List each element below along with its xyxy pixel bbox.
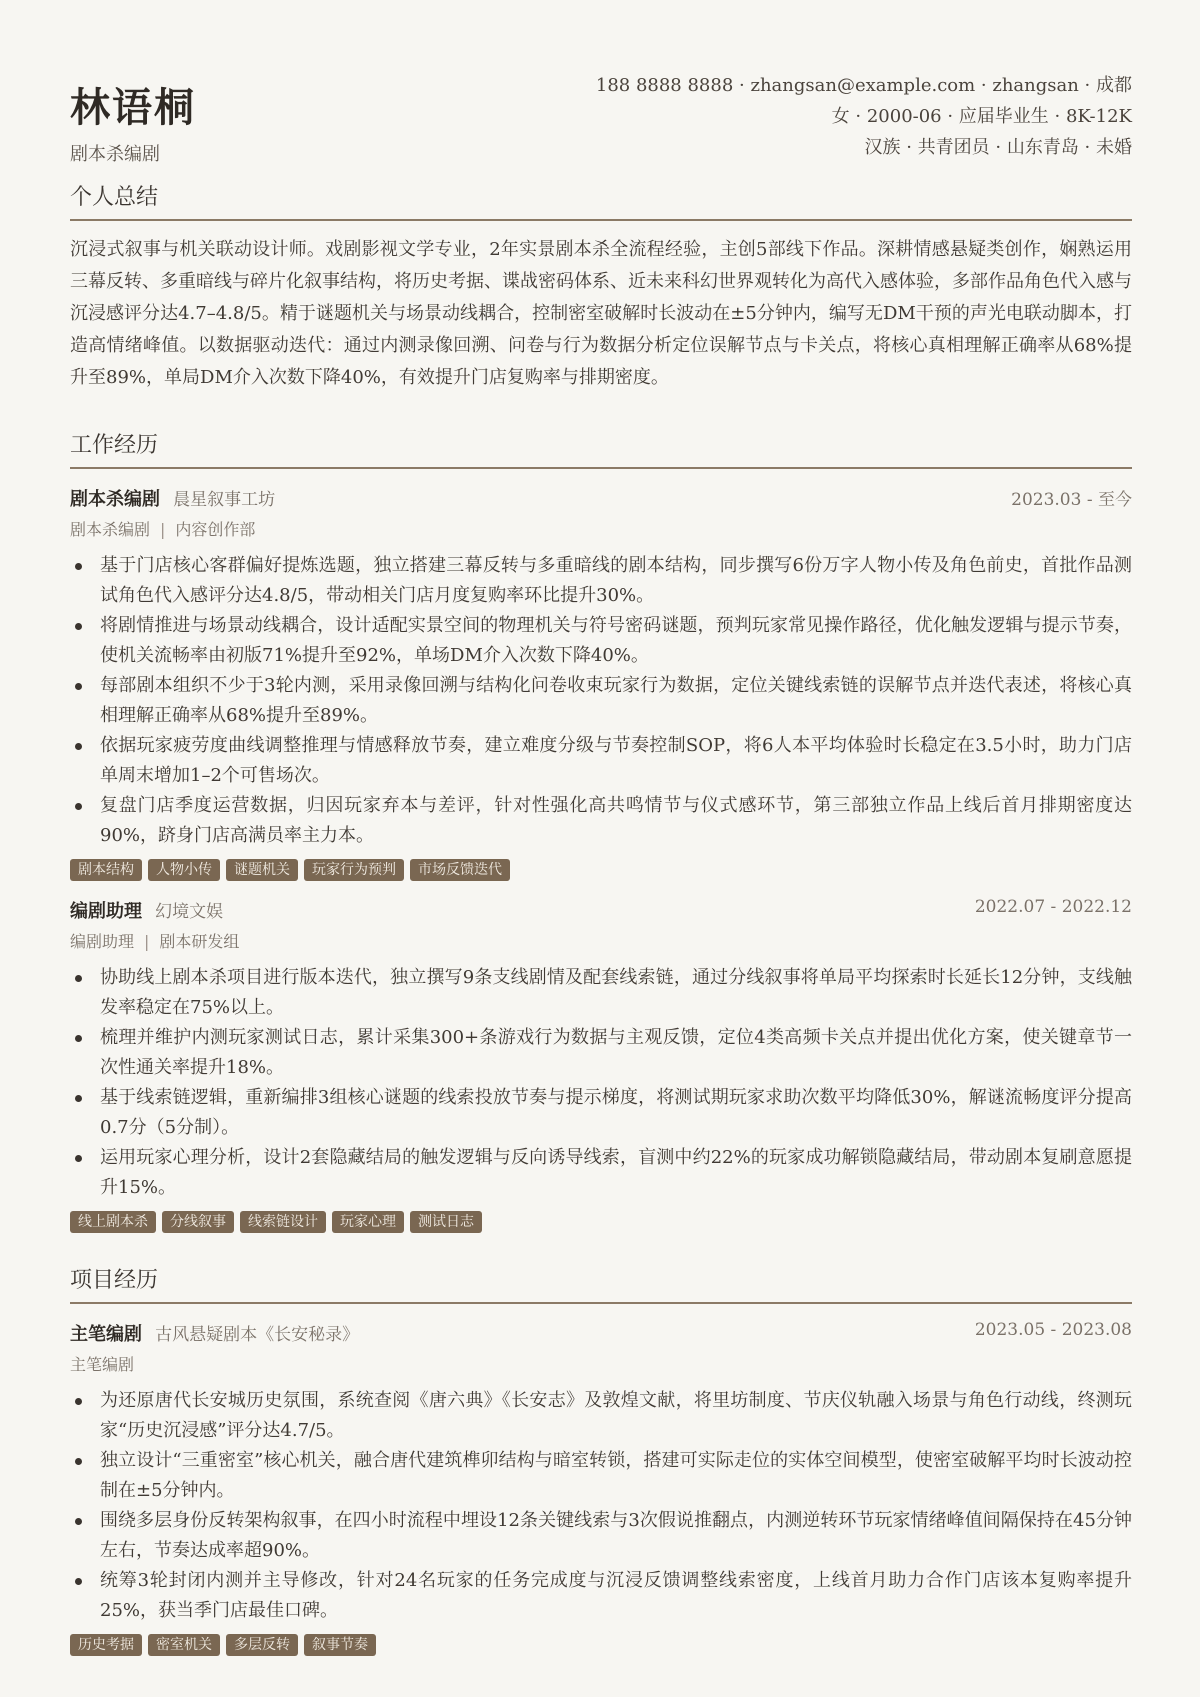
bullet-item: 统筹3轮封闭内测并主导修改，针对24名玩家的任务完成度与沉浸反馈调整线索密度，上线首月助力合作门店该本复购率提升25%，获当季门店最佳口碑。 [100,1566,1132,1626]
work-section [70,428,1132,1233]
bullet-list [70,1386,1132,1626]
entry-department: 内容创作部 [175,520,256,539]
skill-tag: 测试日志 [410,1211,482,1233]
skill-tag: 密室机关 [148,1634,220,1656]
entry-head [70,1320,1132,1350]
entry-date: 2022.07 - 2022.12 [974,897,1132,917]
work-entry [70,897,1132,1233]
entry-org: 晨星叙事工坊 [173,490,276,510]
resume-header [70,70,1132,180]
bullet-item: 梳理并维护内测玩家测试日志，累计采集300+条游戏行为数据与主观反馈，定位4类高频卡关点并提出优化方案，使关键章节一次性通关率提升18%。 [100,1023,1132,1083]
separator: | [144,932,150,951]
bullet-list [70,963,1132,1203]
bullet-item: 基于线索链逻辑，重新编排3组核心谜题的线索投放节奏与提示梯度，将测试期玩家求助次数平均降低30%，解谜流畅度评分提高0.7分（5分制）。 [100,1083,1132,1143]
bullet-item: 围绕多层身份反转架构叙事，在四小时流程中埋设12条关键线索与3次假说推翻点，内测逆转环节玩家情绪峰值间隔保持在45分钟左右，节奏达成率超90%。 [100,1506,1132,1566]
section-title: 个人总结 [70,180,1132,221]
skill-tag: 分线叙事 [162,1211,234,1233]
bullet-item: 将剧情推进与场景动线耦合，设计适配实景空间的物理机关与符号密码谜题，预判玩家常见操作路径，优化触发逻辑与提示节奏，使机关流畅率由初版71%提升至92%，单场DM介入次数下降40%。 [100,611,1132,671]
bullet-item: 基于门店核心客群偏好提炼选题，独立搭建三幕反转与多重暗线的剧本结构，同步撰写6份万字人物小传及角色前史，首批作品测试角色代入感评分达4.8/5，带动相关门店月度复购率环比提升30%。 [100,551,1132,611]
entry-head [70,485,1132,515]
summary-text: 沉浸式叙事与机关联动设计师。戏剧影视文学专业，2年实景剧本杀全流程经验，主创5部线下作品。深耕情感悬疑类创作，娴熟运用三幕反转、多重暗线与碎片化叙事结构，将历史考据、谍战密码体系、近未来科幻世界观转化为高代入感体验，多部作品角色代入感与沉浸感评分达4.7–4.8/5。精于谜题机关与场景动线耦合，控制密室破解时长波动在±5分钟内，编写无DM干预的声光电联动脚本，打造高情绪峰值。以数据驱动迭代：通过内测录像回溯、问卷与行为数据分析定位误解节点与卡关点，将核心真相理解正确率从68%提升至89%，单局DM介入次数下降40%，有效提升门店复购率与排期密度。 [70,239,1132,388]
skill-tag: 历史考据 [70,1634,142,1656]
projects-section [70,1263,1132,1656]
tag-list [70,1211,1132,1233]
tag-list [70,859,1132,881]
entry-date: 2023.03 - 至今 [1011,490,1132,510]
entry-title: 剧本杀编剧 [70,489,160,510]
entry-department: 剧本研发组 [159,932,240,951]
entry-subtitle [70,1352,1132,1380]
work-entry [70,485,1132,881]
entry-position: 剧本杀编剧 [70,520,151,539]
separator: | [160,520,166,539]
entry-title: 主笔编剧 [70,1324,142,1345]
bullet-item: 每部剧本组织不少于3轮内测，采用录像回溯与结构化问卷收束玩家行为数据，定位关键线索链的误解节点并迭代表述，将核心真相理解正确率从68%提升至89%。 [100,671,1132,731]
skill-tag: 叙事节奏 [304,1634,376,1656]
entry-title: 编剧助理 [70,901,142,922]
tag-list [70,1634,1132,1656]
skill-tag: 线上剧本杀 [70,1211,156,1233]
entry-subtitle [70,517,1132,545]
entry-position: 主笔编剧 [70,1355,135,1374]
section-title: 项目经历 [70,1263,1132,1304]
entry-position: 编剧助理 [70,932,135,951]
skill-tag: 玩家心理 [332,1211,404,1233]
contact-line: 188 8888 8888 · zhangsan@example.com · zhangsan · 成都 [595,75,1132,96]
bullet-item: 为还原唐代长安城历史氛围，系统查阅《唐六典》《长安志》及敦煌文献，将里坊制度、节庆仪轨融入场景与角色行动线，终测玩家“历史沉浸感”评分达4.7/5。 [100,1386,1132,1446]
bullet-item: 运用玩家心理分析，设计2套隐藏结局的触发逻辑与反向诱导线索，盲测中约22%的玩家成功解锁隐藏结局，带动剧本复刷意愿提升15%。 [100,1143,1132,1203]
summary-section [70,180,1132,394]
entry-head [70,897,1132,927]
bullet-item: 协助线上剧本杀项目进行版本迭代，独立撰写9条支线剧情及配套线索链，通过分线叙事将单局平均探索时长延长12分钟，支线触发率稳定在75%以上。 [100,963,1132,1023]
skill-tag: 玩家行为预判 [304,859,404,881]
bullet-item: 依据玩家疲劳度曲线调整推理与情感释放节奏，建立难度分级与节奏控制SOP，将6人本平均体验时长稳定在3.5小时，助力门店单周末增加1–2个可售场次。 [100,731,1132,791]
skill-tag: 剧本结构 [70,859,142,881]
contact-line: 汉族 · 共青团员 · 山东青岛 · 未婚 [864,137,1132,158]
candidate-name: 林语桐 [70,84,196,131]
skill-tag: 谜题机关 [226,859,298,881]
entry-date: 2023.05 - 2023.08 [974,1320,1132,1340]
skill-tag: 市场反馈迭代 [410,859,510,881]
skill-tag: 多层反转 [226,1634,298,1656]
skill-tag: 线索链设计 [240,1211,326,1233]
contact-line: 女 · 2000-06 · 应届毕业生 · 8K-12K [831,106,1132,127]
bullet-item: 独立设计“三重密室”核心机关，融合唐代建筑榫卯结构与暗室转锁，搭建可实际走位的实体空间模型，使密室破解平均时长波动控制在±5分钟内。 [100,1446,1132,1506]
section-title: 工作经历 [70,428,1132,469]
skill-tag: 人物小传 [148,859,220,881]
project-entry [70,1320,1132,1656]
bullet-item: 复盘门店季度运营数据，归因玩家弃本与差评，针对性强化高共鸣情节与仪式感环节，第三部独立作品上线后首月排期密度达90%，跻身门店高满员率主力本。 [100,791,1132,851]
entry-project-name: 古风悬疑剧本《长安秘录》 [155,1325,360,1345]
candidate-role: 剧本杀编剧 [70,144,160,165]
entry-subtitle [70,929,1132,957]
contact-block [596,70,1132,163]
entry-org: 幻境文娱 [155,902,224,922]
bullet-list [70,551,1132,851]
